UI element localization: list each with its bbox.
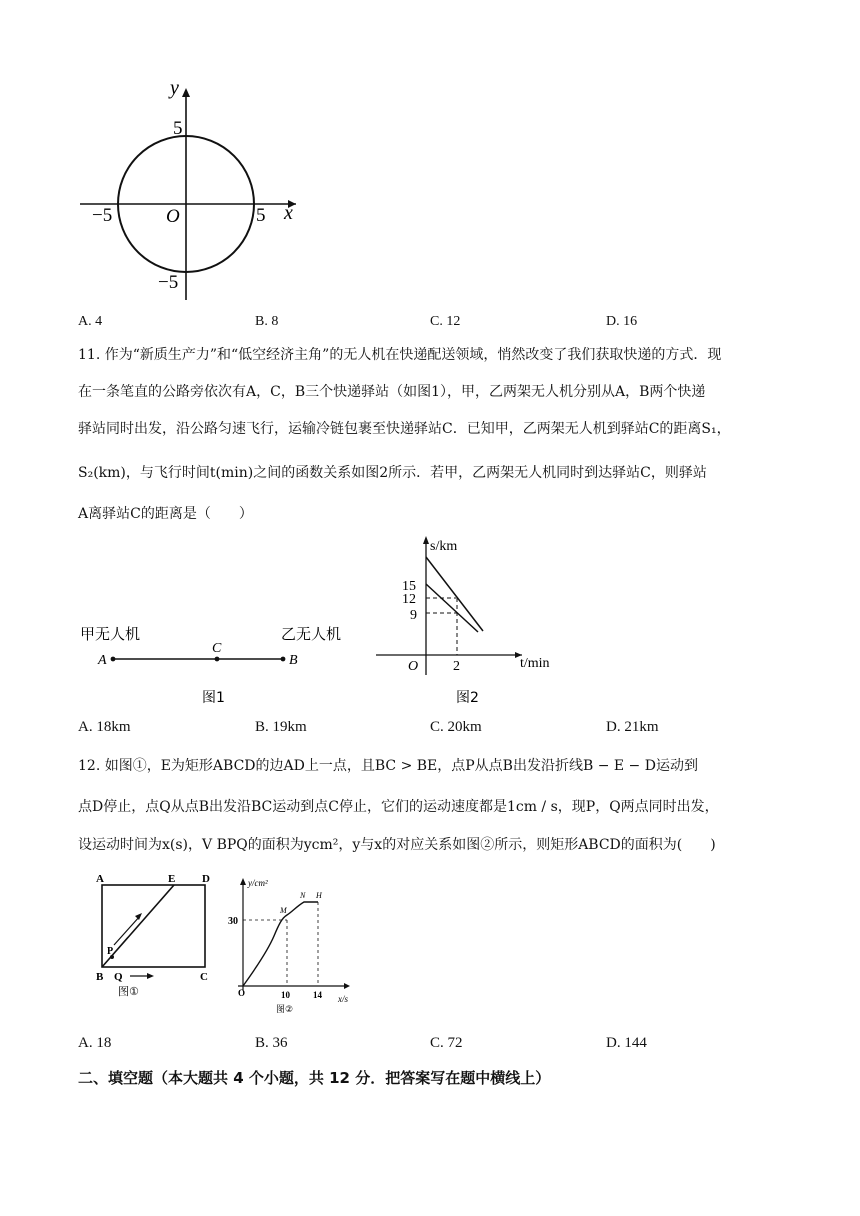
rect-caption: 图①: [118, 985, 139, 998]
rect-label-e: E: [168, 873, 176, 885]
circle-x-label: x: [284, 202, 293, 224]
circle-right-tick: 5: [256, 205, 266, 226]
fig2-figure: [372, 530, 562, 710]
fig1-caption: 图1: [202, 690, 225, 706]
rect-label-b: B: [96, 971, 104, 983]
graph-label-n: N: [300, 891, 306, 900]
fig2-y-arrow: [423, 536, 429, 544]
circle-y-label: y: [170, 77, 179, 99]
fig2-tick-2: 2: [453, 659, 460, 674]
fig2-x-label: t/min: [520, 656, 550, 671]
rect-label-c: C: [200, 971, 208, 983]
fig1-point-c: [215, 657, 220, 662]
q11-option-d[interactable]: D. 21km: [606, 719, 659, 735]
fig2-tick-15: 15: [402, 579, 416, 594]
graph-label-m: M: [280, 906, 287, 915]
fig2-tick-12: 12: [402, 592, 416, 607]
fig2-y-label: s/km: [430, 539, 458, 554]
q11-line-2: 在一条笔直的公路旁依次有A，C，B三个快递驿站（如图1），甲，乙两架无人机分别从A，B两个快递: [78, 384, 706, 400]
q11-option-a[interactable]: A. 18km: [78, 719, 131, 735]
graph-tick-10: 10: [281, 990, 290, 1000]
rect-arrow-q-head: [147, 973, 154, 979]
graph-x-label: x/s: [338, 994, 348, 1004]
q11-line-1: 11. 作为“新质生产力”和“低空经济主角”的无人机在快递配送领域，悄然改变了我们获取快递的方式．现: [78, 347, 722, 363]
section2-heading: 二、填空题（本大题共 4 个小题，共 12 分．把答案写在题中横线上）: [78, 1069, 551, 1087]
fig1-label-c: C: [212, 641, 222, 656]
q10-option-b[interactable]: B. 8: [255, 314, 279, 329]
q12-option-c[interactable]: C. 72: [430, 1035, 463, 1051]
q11-line-3: 驿站同时出发，沿公路匀速飞行，运输冷链包裹至快递驿站C．已知甲，乙两架无人机到驿站C的距离S₁，: [78, 421, 731, 437]
rect-arrow-p-head: [135, 913, 142, 920]
q12-option-d[interactable]: D. 144: [606, 1035, 647, 1051]
circle-figure: [70, 70, 310, 310]
circle-top-tick: 5: [173, 118, 183, 139]
rect-label-q: Q: [114, 971, 123, 983]
fig1-figure: [76, 616, 356, 710]
q12-option-b[interactable]: B. 36: [255, 1035, 288, 1051]
circle-y-arrow: [182, 88, 190, 97]
fig2-caption: 图2: [456, 690, 479, 706]
graph-tick-30: 30: [228, 916, 238, 927]
circle-left-tick: −5: [92, 205, 113, 226]
q11-line-4: S₂(km)，与飞行时间t(min)之间的函数关系如图2所示．若甲，乙两架无人机同时到达驿站C，则驿站: [78, 465, 707, 481]
q10-option-c[interactable]: C. 12: [430, 314, 461, 329]
rect-abcd: [102, 885, 205, 967]
fig1-label-b: B: [289, 653, 298, 668]
graph-y-arrow: [240, 878, 246, 885]
rect-label-d: D: [202, 873, 210, 885]
graph-label-h: H: [316, 891, 322, 900]
graph-tick-14: 14: [313, 990, 322, 1000]
q11-line-5: A离驿站C的距离是（ ）: [78, 506, 253, 522]
q11-option-c[interactable]: C. 20km: [430, 719, 482, 735]
graph-x-arrow: [344, 983, 350, 989]
fig2-tick-9: 9: [410, 608, 417, 623]
fig1-point-a: [111, 657, 116, 662]
graph-origin: O: [238, 988, 246, 998]
rect-arrow-p: [114, 916, 140, 945]
q12-option-a[interactable]: A. 18: [78, 1035, 112, 1051]
fig1-jia-label: 甲无人机: [80, 625, 141, 643]
q12-line-2: 点D停止，点Q从点B出发沿BC运动到点C停止，它们的运动速度都是1cm / s，现P，Q两点同时出发，: [78, 799, 719, 815]
circle-origin: O: [166, 206, 180, 227]
rect-label-p: P: [107, 946, 114, 957]
circle-bottom-tick: −5: [158, 272, 179, 293]
rect-figure: [88, 868, 224, 1006]
fig1-yi-label: 乙无人机: [281, 625, 342, 643]
q10-option-d[interactable]: D. 16: [606, 314, 638, 329]
graph-y-label: y/cm²: [248, 878, 268, 888]
fig1-point-b: [281, 657, 286, 662]
graph-figure: [226, 868, 362, 1018]
fig2-origin: O: [408, 659, 419, 674]
q11-option-b[interactable]: B. 19km: [255, 719, 307, 735]
graph-caption: 图②: [276, 1005, 294, 1015]
q10-option-a[interactable]: A. 4: [78, 314, 103, 329]
rect-label-a: A: [96, 873, 104, 885]
q12-line-1: 12. 如图①，E为矩形ABCD的边AD上一点，且BC > BE，点P从点B出发沿折线B − E − D运动到: [78, 758, 698, 774]
q12-line-3: 设运动时间为x(s)，V BPQ的面积为ycm²，y与x的对应关系如图②所示，则矩形ABCD的面积为( ): [78, 837, 716, 853]
fig1-label-a: A: [98, 653, 107, 668]
fig2-line-s1: [426, 557, 483, 631]
